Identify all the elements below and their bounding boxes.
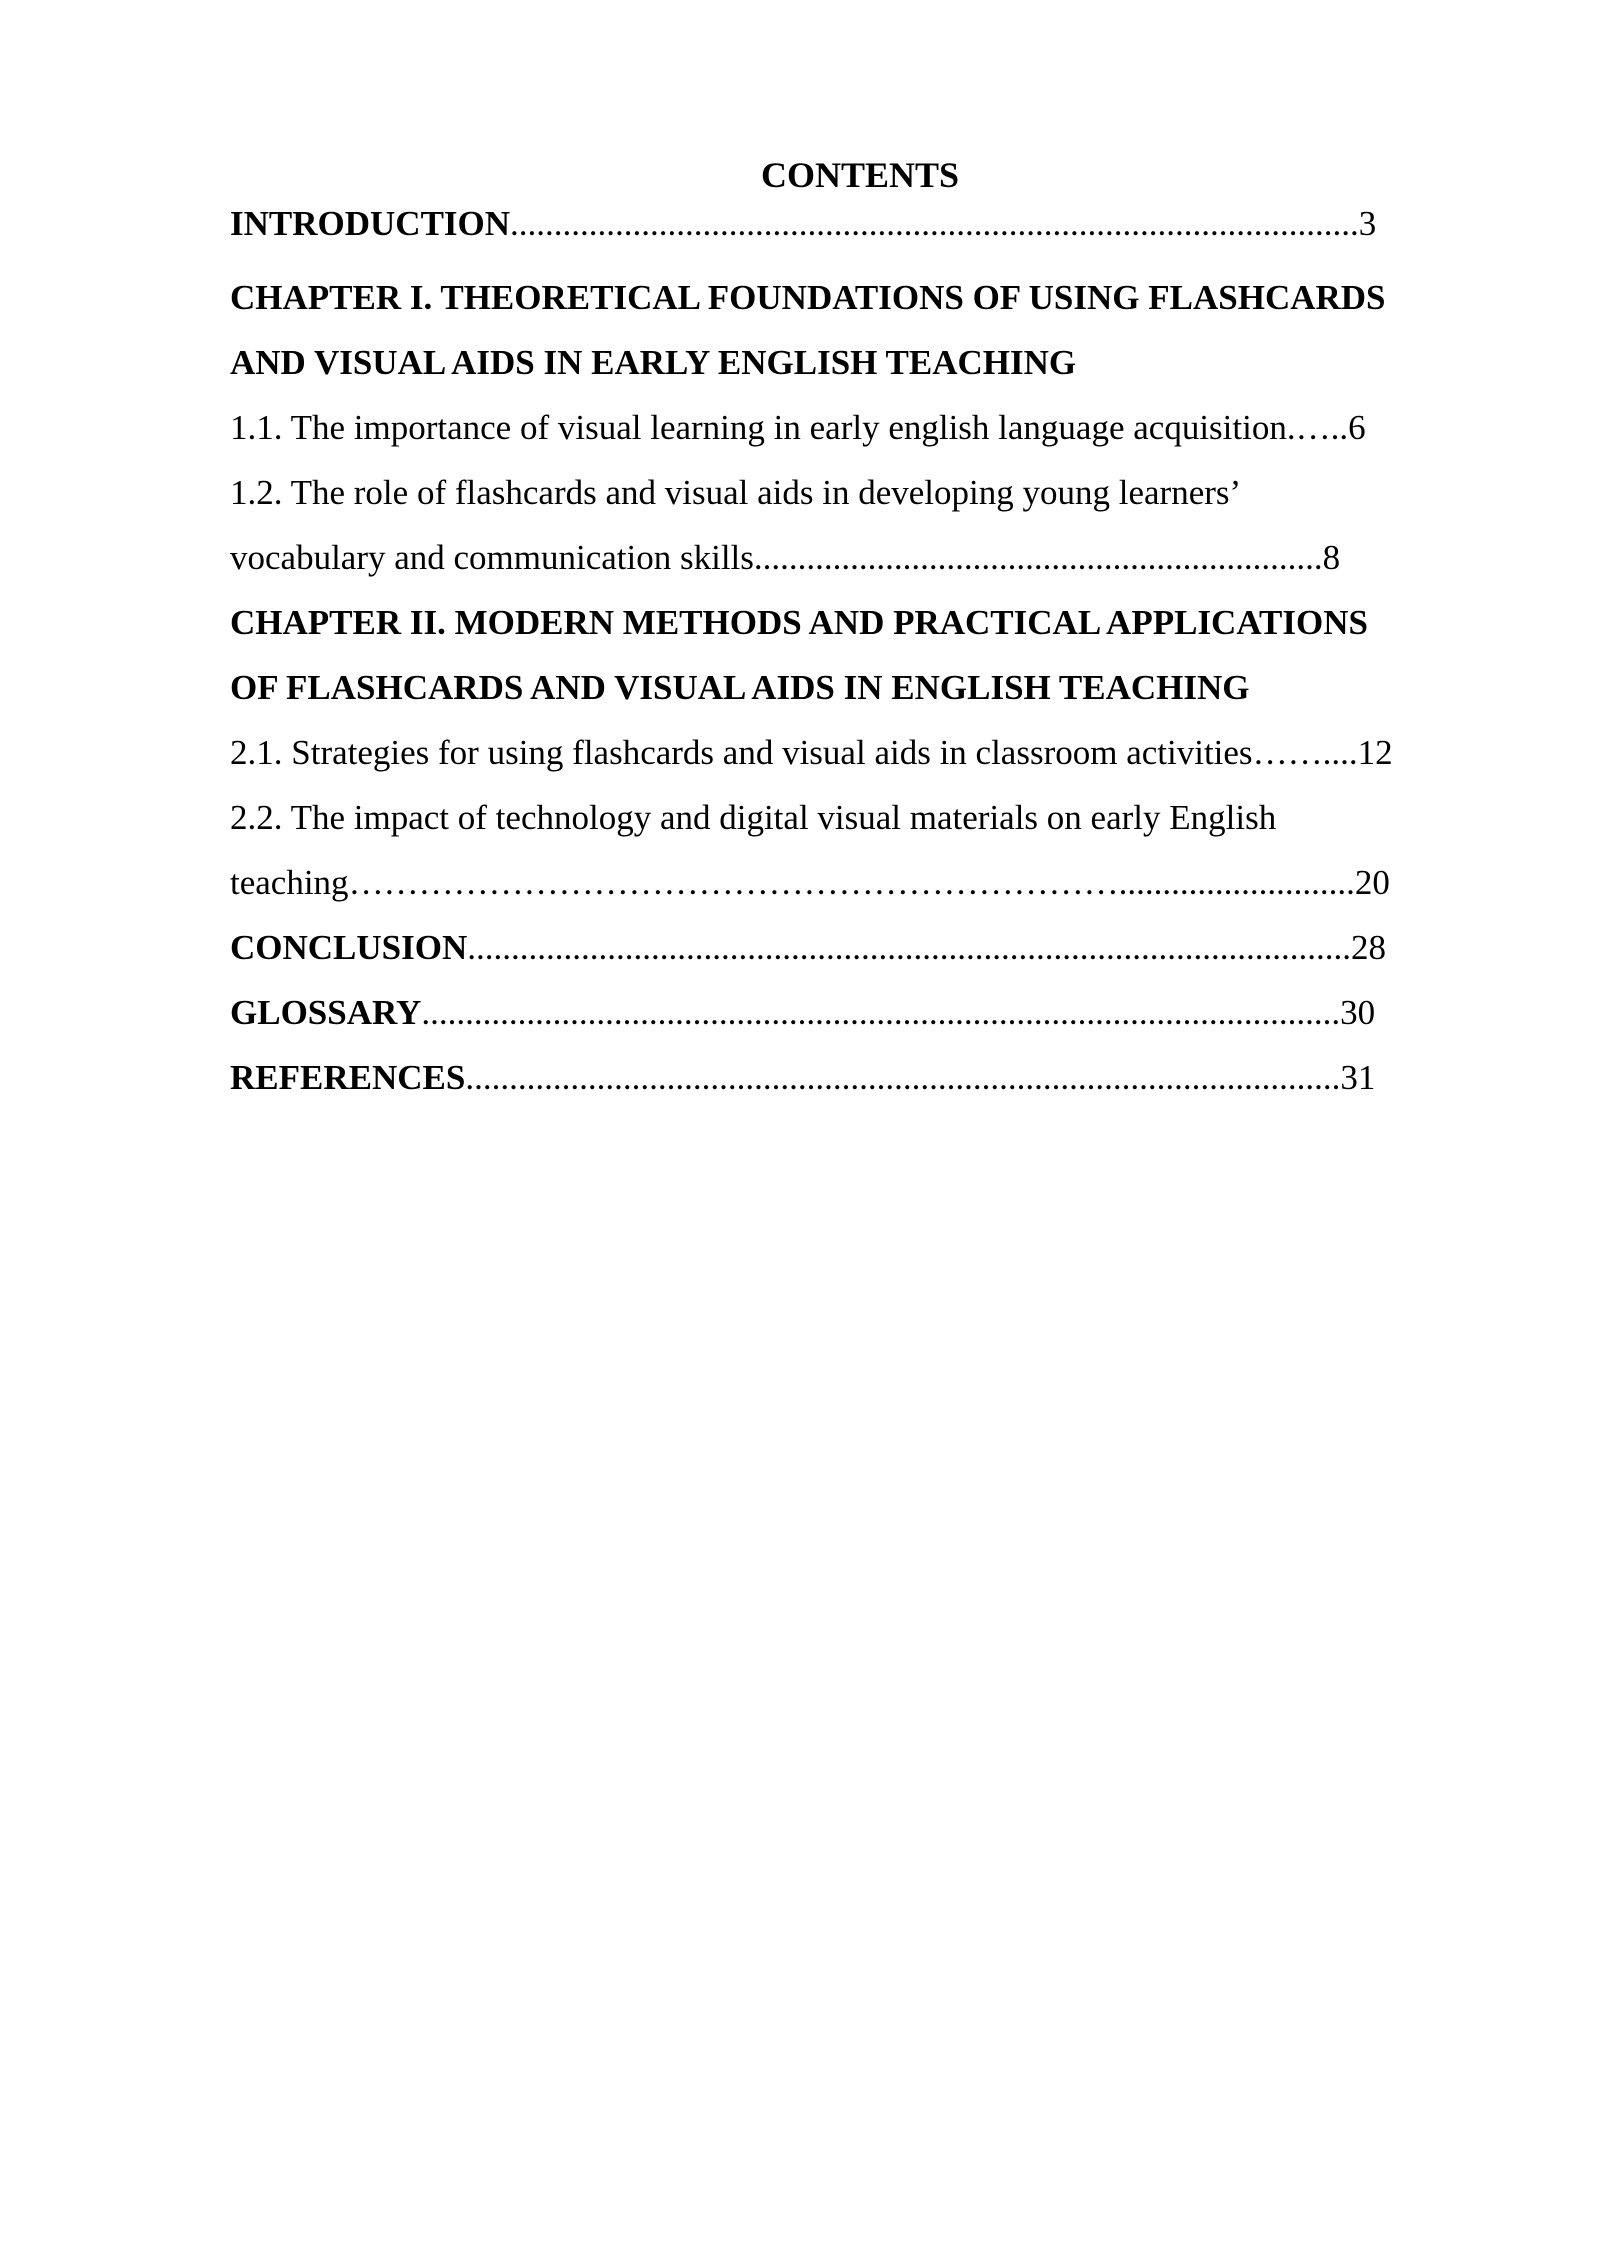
toc-leader: .................................................................................................: [510, 204, 1359, 243]
toc-entry-2-2-line-2: [230, 850, 1490, 915]
toc-leader: .....................................................................................................: [467, 928, 1352, 967]
toc-chapter-1-heading-line-1: CHAPTER I. THEORETICAL FOUNDATIONS OF USING FLASHCARDS: [230, 278, 1386, 317]
toc-entry-conclusion: [230, 915, 1490, 980]
toc-entry-1-1: [230, 395, 1490, 460]
toc-entry-label: CONCLUSION: [230, 928, 468, 967]
toc-chapter-2-heading-line-2: OF FLASHCARDS AND VISUAL AIDS IN ENGLISH TEACHING: [230, 668, 1250, 707]
toc-entry-label: 1.1. The importance of visual learning in early english language acquisition.: [230, 408, 1296, 447]
table-of-contents: [230, 150, 1490, 1110]
toc-page-number: 8: [1322, 538, 1341, 577]
toc-entry-introduction: [230, 200, 1490, 248]
toc-leader: ....................................................................................................: [465, 1058, 1341, 1097]
toc-title: CONTENTS: [760, 155, 960, 195]
toc-entry-glossary: [230, 980, 1490, 1045]
toc-entry-1-2-line-1: 1.2. The role of flashcards and visual aids in developing young learners’: [230, 473, 1242, 512]
toc-entry-label: teaching: [230, 863, 349, 902]
toc-entry-label: vocabulary and communication skills: [230, 538, 754, 577]
toc-chapter-2-heading-line-1: CHAPTER II. MODERN METHODS AND PRACTICAL APPLICATIONS: [230, 603, 1368, 642]
toc-page-number: 20: [1354, 863, 1390, 902]
toc-entry-label: 2.1. Strategies for using flashcards and visual aids in classroom activities: [230, 733, 1253, 772]
toc-entry-label: GLOSSARY: [230, 993, 422, 1032]
toc-leader: .........................................................................................................: [421, 993, 1341, 1032]
toc-page-number: 30: [1340, 993, 1376, 1032]
toc-entry-label: REFERENCES: [230, 1058, 466, 1097]
toc-entry-2-2-line-1: 2.2. The impact of technology and digital visual materials on early English: [230, 798, 1277, 837]
toc-entry-label: INTRODUCTION: [230, 204, 511, 243]
toc-page-number: 3: [1358, 204, 1377, 243]
toc-chapter-1-heading-line-2: AND VISUAL AIDS IN EARLY ENGLISH TEACHING: [230, 343, 1077, 382]
toc-leader: …………………………………………………………...........................: [348, 863, 1355, 902]
toc-page-number: 12: [1357, 733, 1393, 772]
toc-page-number: 28: [1351, 928, 1387, 967]
toc-leader: …..: [1295, 408, 1349, 447]
toc-page-number: 31: [1340, 1058, 1376, 1097]
toc-entry-2-1: [230, 720, 1490, 785]
toc-entry-references: [230, 1045, 1490, 1110]
toc-page-number: 6: [1348, 408, 1366, 447]
toc-leader: .................................................................: [753, 538, 1323, 577]
toc-leader: ……....: [1252, 733, 1358, 772]
toc-entry-1-2-line-2: [230, 525, 1490, 590]
